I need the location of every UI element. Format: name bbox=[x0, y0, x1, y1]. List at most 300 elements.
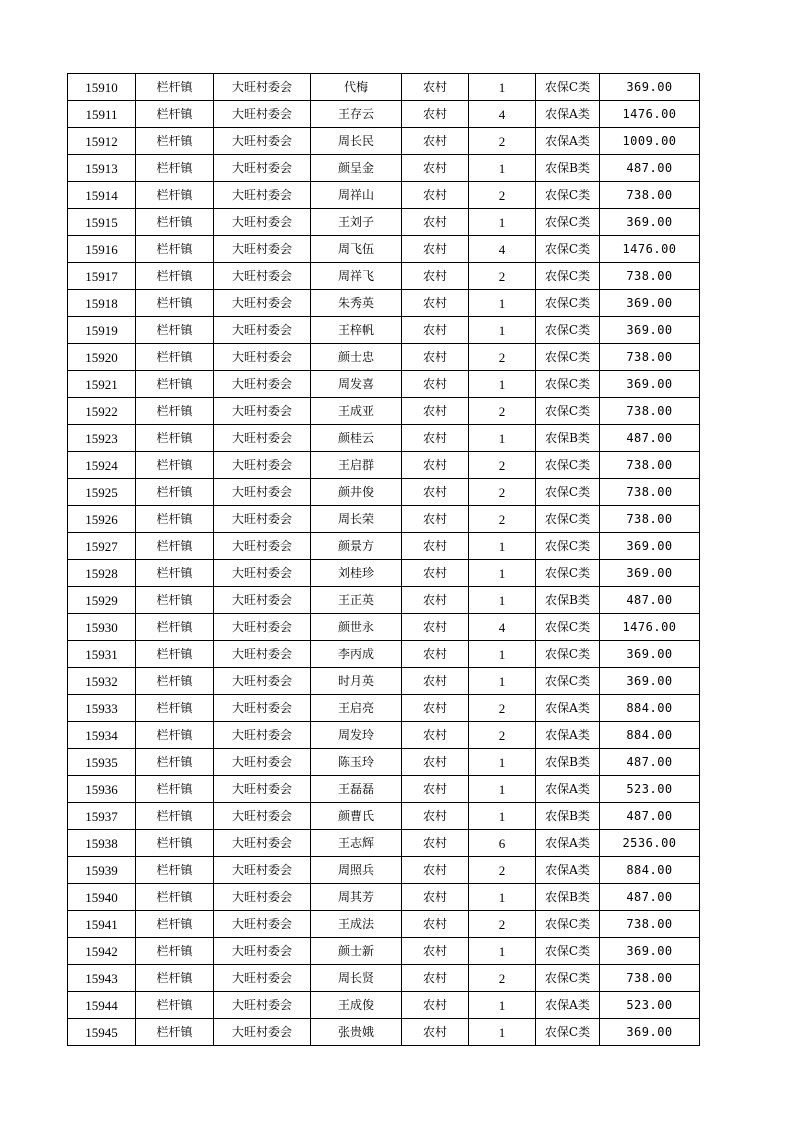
cell-type: 农村 bbox=[402, 452, 469, 479]
table-row bbox=[68, 830, 700, 857]
cell-amount: 738.00 bbox=[600, 911, 700, 938]
cell-count: 2 bbox=[469, 479, 536, 506]
cell-type: 农村 bbox=[402, 938, 469, 965]
cell-type: 农村 bbox=[402, 614, 469, 641]
cell-amount: 738.00 bbox=[600, 965, 700, 992]
cell-name: 王正英 bbox=[311, 587, 402, 614]
cell-name: 王梓帆 bbox=[311, 317, 402, 344]
cell-village: 大旺村委会 bbox=[214, 695, 311, 722]
cell-category: 农保C类 bbox=[536, 911, 600, 938]
table-row bbox=[68, 938, 700, 965]
cell-name: 周其芳 bbox=[311, 884, 402, 911]
cell-name: 颜井俊 bbox=[311, 479, 402, 506]
cell-count: 1 bbox=[469, 776, 536, 803]
cell-amount: 738.00 bbox=[600, 452, 700, 479]
cell-amount: 738.00 bbox=[600, 479, 700, 506]
cell-type: 农村 bbox=[402, 641, 469, 668]
cell-id: 15930 bbox=[68, 614, 136, 641]
cell-category: 农保C类 bbox=[536, 479, 600, 506]
cell-count: 2 bbox=[469, 695, 536, 722]
cell-type: 农村 bbox=[402, 560, 469, 587]
cell-id: 15922 bbox=[68, 398, 136, 425]
table-row bbox=[68, 803, 700, 830]
cell-amount: 487.00 bbox=[600, 884, 700, 911]
table-row bbox=[68, 587, 700, 614]
cell-amount: 523.00 bbox=[600, 776, 700, 803]
cell-type: 农村 bbox=[402, 236, 469, 263]
cell-count: 1 bbox=[469, 1019, 536, 1046]
cell-id: 15944 bbox=[68, 992, 136, 1019]
cell-type: 农村 bbox=[402, 479, 469, 506]
table-row bbox=[68, 371, 700, 398]
cell-category: 农保C类 bbox=[536, 614, 600, 641]
cell-count: 1 bbox=[469, 587, 536, 614]
cell-count: 4 bbox=[469, 101, 536, 128]
cell-name: 王成俊 bbox=[311, 992, 402, 1019]
cell-amount: 738.00 bbox=[600, 344, 700, 371]
cell-type: 农村 bbox=[402, 128, 469, 155]
cell-count: 1 bbox=[469, 803, 536, 830]
table-row bbox=[68, 452, 700, 479]
cell-name: 周照兵 bbox=[311, 857, 402, 884]
cell-type: 农村 bbox=[402, 884, 469, 911]
cell-village: 大旺村委会 bbox=[214, 614, 311, 641]
cell-id: 15918 bbox=[68, 290, 136, 317]
cell-type: 农村 bbox=[402, 911, 469, 938]
cell-village: 大旺村委会 bbox=[214, 398, 311, 425]
cell-count: 2 bbox=[469, 452, 536, 479]
cell-town: 栏杆镇 bbox=[136, 587, 214, 614]
cell-village: 大旺村委会 bbox=[214, 1019, 311, 1046]
cell-village: 大旺村委会 bbox=[214, 992, 311, 1019]
cell-category: 农保A类 bbox=[536, 857, 600, 884]
cell-category: 农保C类 bbox=[536, 182, 600, 209]
cell-name: 王启亮 bbox=[311, 695, 402, 722]
cell-village: 大旺村委会 bbox=[214, 425, 311, 452]
cell-village: 大旺村委会 bbox=[214, 884, 311, 911]
records-table bbox=[67, 73, 700, 1046]
cell-id: 15917 bbox=[68, 263, 136, 290]
cell-village: 大旺村委会 bbox=[214, 236, 311, 263]
cell-category: 农保B类 bbox=[536, 884, 600, 911]
cell-id: 15940 bbox=[68, 884, 136, 911]
cell-count: 2 bbox=[469, 398, 536, 425]
cell-id: 15913 bbox=[68, 155, 136, 182]
cell-category: 农保C类 bbox=[536, 236, 600, 263]
cell-amount: 1476.00 bbox=[600, 614, 700, 641]
cell-id: 15929 bbox=[68, 587, 136, 614]
cell-id: 15931 bbox=[68, 641, 136, 668]
table-row bbox=[68, 695, 700, 722]
table-row bbox=[68, 344, 700, 371]
cell-id: 15921 bbox=[68, 371, 136, 398]
cell-category: 农保A类 bbox=[536, 776, 600, 803]
table-row bbox=[68, 533, 700, 560]
table-row bbox=[68, 722, 700, 749]
cell-town: 栏杆镇 bbox=[136, 290, 214, 317]
cell-amount: 369.00 bbox=[600, 641, 700, 668]
table-row bbox=[68, 668, 700, 695]
cell-type: 农村 bbox=[402, 101, 469, 128]
cell-id: 15939 bbox=[68, 857, 136, 884]
cell-village: 大旺村委会 bbox=[214, 641, 311, 668]
cell-amount: 738.00 bbox=[600, 398, 700, 425]
cell-amount: 1476.00 bbox=[600, 236, 700, 263]
cell-town: 栏杆镇 bbox=[136, 101, 214, 128]
cell-name: 时月英 bbox=[311, 668, 402, 695]
table-row bbox=[68, 128, 700, 155]
cell-count: 2 bbox=[469, 344, 536, 371]
cell-type: 农村 bbox=[402, 263, 469, 290]
cell-village: 大旺村委会 bbox=[214, 344, 311, 371]
table-row bbox=[68, 560, 700, 587]
cell-category: 农保C类 bbox=[536, 452, 600, 479]
cell-amount: 738.00 bbox=[600, 182, 700, 209]
cell-name: 颜世永 bbox=[311, 614, 402, 641]
cell-category: 农保C类 bbox=[536, 398, 600, 425]
cell-village: 大旺村委会 bbox=[214, 209, 311, 236]
table-row bbox=[68, 749, 700, 776]
cell-name: 王刘子 bbox=[311, 209, 402, 236]
cell-type: 农村 bbox=[402, 317, 469, 344]
cell-count: 1 bbox=[469, 668, 536, 695]
cell-name: 王启群 bbox=[311, 452, 402, 479]
cell-id: 15938 bbox=[68, 830, 136, 857]
cell-count: 2 bbox=[469, 263, 536, 290]
cell-count: 1 bbox=[469, 749, 536, 776]
cell-village: 大旺村委会 bbox=[214, 803, 311, 830]
cell-category: 农保C类 bbox=[536, 344, 600, 371]
cell-type: 农村 bbox=[402, 992, 469, 1019]
cell-category: 农保C类 bbox=[536, 74, 600, 101]
cell-town: 栏杆镇 bbox=[136, 614, 214, 641]
cell-id: 15920 bbox=[68, 344, 136, 371]
cell-category: 农保C类 bbox=[536, 290, 600, 317]
cell-village: 大旺村委会 bbox=[214, 722, 311, 749]
cell-amount: 487.00 bbox=[600, 587, 700, 614]
cell-type: 农村 bbox=[402, 668, 469, 695]
cell-name: 王成法 bbox=[311, 911, 402, 938]
cell-village: 大旺村委会 bbox=[214, 479, 311, 506]
cell-amount: 487.00 bbox=[600, 803, 700, 830]
cell-category: 农保B类 bbox=[536, 749, 600, 776]
cell-id: 15911 bbox=[68, 101, 136, 128]
cell-name: 王成亚 bbox=[311, 398, 402, 425]
cell-count: 1 bbox=[469, 938, 536, 965]
table-row bbox=[68, 506, 700, 533]
cell-town: 栏杆镇 bbox=[136, 317, 214, 344]
cell-town: 栏杆镇 bbox=[136, 938, 214, 965]
cell-category: 农保C类 bbox=[536, 209, 600, 236]
cell-town: 栏杆镇 bbox=[136, 128, 214, 155]
cell-town: 栏杆镇 bbox=[136, 749, 214, 776]
table-row bbox=[68, 425, 700, 452]
cell-name: 周祥飞 bbox=[311, 263, 402, 290]
cell-village: 大旺村委会 bbox=[214, 857, 311, 884]
cell-type: 农村 bbox=[402, 533, 469, 560]
cell-id: 15935 bbox=[68, 749, 136, 776]
cell-category: 农保C类 bbox=[536, 263, 600, 290]
cell-town: 栏杆镇 bbox=[136, 695, 214, 722]
cell-village: 大旺村委会 bbox=[214, 452, 311, 479]
cell-id: 15933 bbox=[68, 695, 136, 722]
cell-name: 刘桂珍 bbox=[311, 560, 402, 587]
cell-id: 15926 bbox=[68, 506, 136, 533]
cell-amount: 369.00 bbox=[600, 560, 700, 587]
cell-count: 2 bbox=[469, 965, 536, 992]
table-row bbox=[68, 857, 700, 884]
cell-village: 大旺村委会 bbox=[214, 182, 311, 209]
cell-count: 1 bbox=[469, 641, 536, 668]
cell-id: 15923 bbox=[68, 425, 136, 452]
cell-village: 大旺村委会 bbox=[214, 587, 311, 614]
cell-name: 李丙成 bbox=[311, 641, 402, 668]
cell-category: 农保A类 bbox=[536, 722, 600, 749]
cell-type: 农村 bbox=[402, 371, 469, 398]
cell-town: 栏杆镇 bbox=[136, 803, 214, 830]
cell-amount: 369.00 bbox=[600, 371, 700, 398]
cell-town: 栏杆镇 bbox=[136, 479, 214, 506]
cell-count: 1 bbox=[469, 371, 536, 398]
cell-name: 颜景方 bbox=[311, 533, 402, 560]
cell-name: 王磊磊 bbox=[311, 776, 402, 803]
cell-id: 15925 bbox=[68, 479, 136, 506]
cell-category: 农保A类 bbox=[536, 830, 600, 857]
cell-count: 2 bbox=[469, 722, 536, 749]
cell-category: 农保C类 bbox=[536, 965, 600, 992]
cell-count: 2 bbox=[469, 182, 536, 209]
table-row bbox=[68, 911, 700, 938]
cell-type: 农村 bbox=[402, 290, 469, 317]
cell-count: 1 bbox=[469, 317, 536, 344]
cell-id: 15914 bbox=[68, 182, 136, 209]
cell-id: 15934 bbox=[68, 722, 136, 749]
cell-amount: 369.00 bbox=[600, 533, 700, 560]
cell-amount: 487.00 bbox=[600, 155, 700, 182]
cell-name: 代梅 bbox=[311, 74, 402, 101]
cell-village: 大旺村委会 bbox=[214, 560, 311, 587]
cell-category: 农保C类 bbox=[536, 938, 600, 965]
cell-type: 农村 bbox=[402, 830, 469, 857]
cell-town: 栏杆镇 bbox=[136, 830, 214, 857]
cell-count: 4 bbox=[469, 236, 536, 263]
cell-amount: 369.00 bbox=[600, 938, 700, 965]
cell-amount: 369.00 bbox=[600, 317, 700, 344]
cell-type: 农村 bbox=[402, 722, 469, 749]
cell-category: 农保B类 bbox=[536, 425, 600, 452]
cell-town: 栏杆镇 bbox=[136, 884, 214, 911]
table-row bbox=[68, 74, 700, 101]
cell-id: 15919 bbox=[68, 317, 136, 344]
table-row bbox=[68, 290, 700, 317]
cell-name: 周飞伍 bbox=[311, 236, 402, 263]
cell-count: 2 bbox=[469, 911, 536, 938]
cell-type: 农村 bbox=[402, 776, 469, 803]
cell-count: 1 bbox=[469, 884, 536, 911]
cell-name: 朱秀英 bbox=[311, 290, 402, 317]
cell-name: 王志辉 bbox=[311, 830, 402, 857]
cell-id: 15932 bbox=[68, 668, 136, 695]
cell-id: 15915 bbox=[68, 209, 136, 236]
cell-type: 农村 bbox=[402, 587, 469, 614]
cell-count: 2 bbox=[469, 506, 536, 533]
cell-id: 15910 bbox=[68, 74, 136, 101]
cell-amount: 369.00 bbox=[600, 290, 700, 317]
cell-category: 农保B类 bbox=[536, 155, 600, 182]
cell-name: 周发玲 bbox=[311, 722, 402, 749]
cell-town: 栏杆镇 bbox=[136, 236, 214, 263]
cell-town: 栏杆镇 bbox=[136, 992, 214, 1019]
table-row bbox=[68, 209, 700, 236]
cell-town: 栏杆镇 bbox=[136, 182, 214, 209]
cell-town: 栏杆镇 bbox=[136, 776, 214, 803]
cell-village: 大旺村委会 bbox=[214, 101, 311, 128]
table-row bbox=[68, 317, 700, 344]
table-row bbox=[68, 1019, 700, 1046]
cell-type: 农村 bbox=[402, 182, 469, 209]
cell-town: 栏杆镇 bbox=[136, 857, 214, 884]
cell-town: 栏杆镇 bbox=[136, 1019, 214, 1046]
cell-town: 栏杆镇 bbox=[136, 209, 214, 236]
cell-category: 农保B类 bbox=[536, 587, 600, 614]
cell-amount: 369.00 bbox=[600, 209, 700, 236]
cell-count: 2 bbox=[469, 128, 536, 155]
cell-category: 农保B类 bbox=[536, 803, 600, 830]
cell-town: 栏杆镇 bbox=[136, 425, 214, 452]
cell-village: 大旺村委会 bbox=[214, 317, 311, 344]
cell-id: 15927 bbox=[68, 533, 136, 560]
cell-town: 栏杆镇 bbox=[136, 641, 214, 668]
cell-category: 农保A类 bbox=[536, 101, 600, 128]
cell-category: 农保C类 bbox=[536, 371, 600, 398]
cell-type: 农村 bbox=[402, 1019, 469, 1046]
cell-count: 1 bbox=[469, 533, 536, 560]
cell-category: 农保C类 bbox=[536, 317, 600, 344]
cell-amount: 369.00 bbox=[600, 74, 700, 101]
cell-category: 农保C类 bbox=[536, 560, 600, 587]
cell-town: 栏杆镇 bbox=[136, 911, 214, 938]
cell-id: 15945 bbox=[68, 1019, 136, 1046]
cell-town: 栏杆镇 bbox=[136, 371, 214, 398]
cell-village: 大旺村委会 bbox=[214, 830, 311, 857]
cell-village: 大旺村委会 bbox=[214, 155, 311, 182]
cell-category: 农保A类 bbox=[536, 128, 600, 155]
cell-town: 栏杆镇 bbox=[136, 344, 214, 371]
cell-amount: 884.00 bbox=[600, 857, 700, 884]
cell-count: 4 bbox=[469, 614, 536, 641]
cell-name: 颜士新 bbox=[311, 938, 402, 965]
cell-village: 大旺村委会 bbox=[214, 668, 311, 695]
cell-type: 农村 bbox=[402, 398, 469, 425]
cell-amount: 1476.00 bbox=[600, 101, 700, 128]
cell-village: 大旺村委会 bbox=[214, 74, 311, 101]
cell-village: 大旺村委会 bbox=[214, 911, 311, 938]
cell-type: 农村 bbox=[402, 695, 469, 722]
cell-village: 大旺村委会 bbox=[214, 965, 311, 992]
cell-name: 陈玉玲 bbox=[311, 749, 402, 776]
cell-count: 2 bbox=[469, 857, 536, 884]
cell-category: 农保C类 bbox=[536, 641, 600, 668]
table-row bbox=[68, 182, 700, 209]
table-row bbox=[68, 155, 700, 182]
cell-count: 1 bbox=[469, 425, 536, 452]
cell-count: 1 bbox=[469, 155, 536, 182]
cell-id: 15916 bbox=[68, 236, 136, 263]
cell-type: 农村 bbox=[402, 857, 469, 884]
cell-name: 周长民 bbox=[311, 128, 402, 155]
cell-type: 农村 bbox=[402, 425, 469, 452]
cell-category: 农保C类 bbox=[536, 506, 600, 533]
cell-name: 颜曹氏 bbox=[311, 803, 402, 830]
cell-name: 颜士忠 bbox=[311, 344, 402, 371]
cell-village: 大旺村委会 bbox=[214, 533, 311, 560]
cell-town: 栏杆镇 bbox=[136, 452, 214, 479]
cell-name: 周发喜 bbox=[311, 371, 402, 398]
cell-town: 栏杆镇 bbox=[136, 263, 214, 290]
cell-town: 栏杆镇 bbox=[136, 155, 214, 182]
cell-town: 栏杆镇 bbox=[136, 965, 214, 992]
cell-name: 周祥山 bbox=[311, 182, 402, 209]
cell-type: 农村 bbox=[402, 803, 469, 830]
cell-count: 1 bbox=[469, 209, 536, 236]
cell-count: 1 bbox=[469, 290, 536, 317]
cell-amount: 1009.00 bbox=[600, 128, 700, 155]
cell-category: 农保A类 bbox=[536, 695, 600, 722]
cell-type: 农村 bbox=[402, 155, 469, 182]
records-body bbox=[68, 74, 700, 1046]
table-row bbox=[68, 965, 700, 992]
cell-id: 15928 bbox=[68, 560, 136, 587]
cell-id: 15937 bbox=[68, 803, 136, 830]
cell-name: 张贵娥 bbox=[311, 1019, 402, 1046]
cell-town: 栏杆镇 bbox=[136, 533, 214, 560]
cell-count: 6 bbox=[469, 830, 536, 857]
cell-count: 1 bbox=[469, 74, 536, 101]
cell-type: 农村 bbox=[402, 209, 469, 236]
cell-category: 农保C类 bbox=[536, 668, 600, 695]
cell-village: 大旺村委会 bbox=[214, 776, 311, 803]
cell-count: 1 bbox=[469, 992, 536, 1019]
table-row bbox=[68, 776, 700, 803]
cell-id: 15943 bbox=[68, 965, 136, 992]
cell-amount: 2536.00 bbox=[600, 830, 700, 857]
cell-amount: 487.00 bbox=[600, 425, 700, 452]
cell-name: 周长荣 bbox=[311, 506, 402, 533]
cell-type: 农村 bbox=[402, 344, 469, 371]
table-row bbox=[68, 479, 700, 506]
cell-category: 农保A类 bbox=[536, 992, 600, 1019]
cell-town: 栏杆镇 bbox=[136, 668, 214, 695]
cell-amount: 369.00 bbox=[600, 668, 700, 695]
cell-town: 栏杆镇 bbox=[136, 506, 214, 533]
cell-name: 周长贤 bbox=[311, 965, 402, 992]
table-row bbox=[68, 884, 700, 911]
cell-town: 栏杆镇 bbox=[136, 398, 214, 425]
cell-village: 大旺村委会 bbox=[214, 290, 311, 317]
cell-amount: 523.00 bbox=[600, 992, 700, 1019]
cell-name: 颜桂云 bbox=[311, 425, 402, 452]
cell-amount: 738.00 bbox=[600, 263, 700, 290]
cell-category: 农保C类 bbox=[536, 1019, 600, 1046]
table-row bbox=[68, 614, 700, 641]
table-row bbox=[68, 992, 700, 1019]
cell-village: 大旺村委会 bbox=[214, 506, 311, 533]
cell-name: 颜呈金 bbox=[311, 155, 402, 182]
cell-amount: 884.00 bbox=[600, 722, 700, 749]
cell-type: 农村 bbox=[402, 74, 469, 101]
table-row bbox=[68, 398, 700, 425]
cell-village: 大旺村委会 bbox=[214, 749, 311, 776]
